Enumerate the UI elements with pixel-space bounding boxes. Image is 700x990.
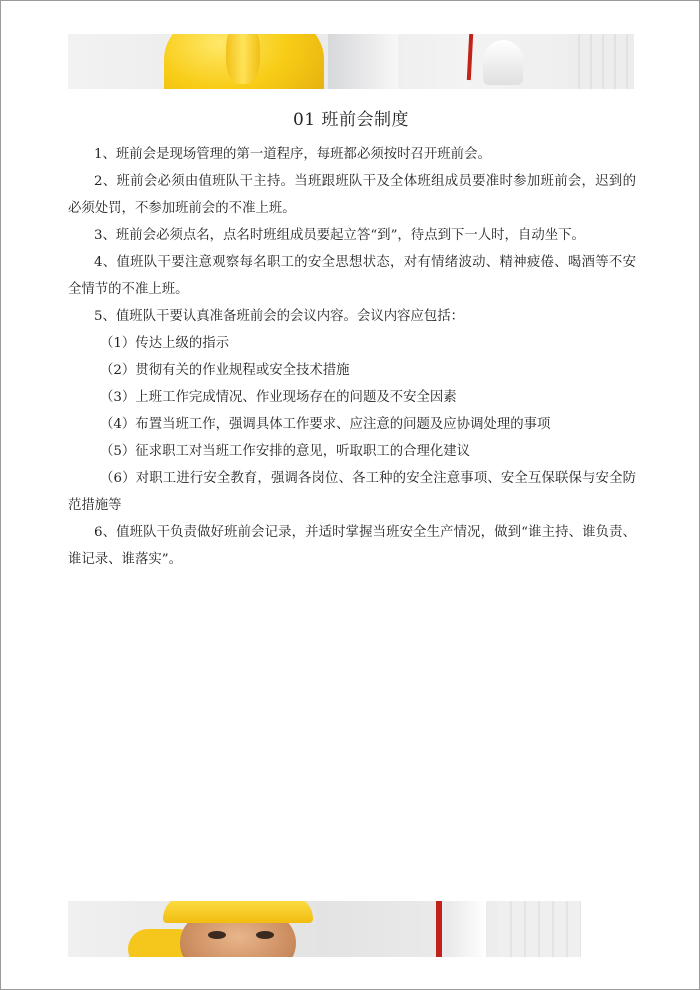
list-item-6: （6）对职工进行安全教育，强调各岗位、各工种的安全注意事项、安全互保联保与安全防范措施等 bbox=[68, 471, 636, 513]
list-item-1: （1）传达上级的指示 bbox=[100, 336, 230, 351]
paragraph-4: 4、值班队干要注意观察每名职工的安全思想状态，对有情绪波动、精神疲倦、喝酒等不安全情节的不准上班。 bbox=[68, 255, 636, 297]
paragraph-6: 6、值班队干负责做好班前会记录，并适时掌握当班安全生产情况，做到“谁主持、谁负责、谁记录、谁落实”。 bbox=[68, 525, 636, 567]
page-title: 01 班前会制度 bbox=[292, 110, 410, 130]
list-item-4: （4）布置当班工作，强调具体工作要求、应注意的问题及应协调处理的事项 bbox=[100, 417, 551, 432]
list-item-3: （3）上班工作完成情况、作业现场存在的问题及不安全因素 bbox=[100, 390, 457, 405]
red-pen-icon bbox=[436, 901, 442, 957]
red-pen-icon bbox=[467, 34, 473, 80]
header-banner-image bbox=[68, 34, 634, 89]
paragraph-1: 1、班前会是现场管理的第一道程序，每班都必须按时召开班前会。 bbox=[94, 147, 491, 162]
paragraph-5: 5、值班队干要认真准备班前会的会议内容。会议内容应包括： bbox=[94, 309, 465, 324]
hard-hat-icon bbox=[163, 901, 313, 923]
list-item-5: （5）征求职工对当班工作安排的意见，听取职工的合理化建议 bbox=[100, 444, 471, 459]
paragraph-3: 3、班前会必须点名，点名时班组成员要起立答“到”，待点到下一人时，自动坐下。 bbox=[94, 228, 585, 243]
document-body bbox=[68, 141, 636, 573]
list-item-2: （2）贯彻有关的作业规程或安全技术措施 bbox=[100, 363, 350, 378]
footer-banner-image bbox=[68, 901, 581, 957]
paragraph-2: 2、班前会必须由值班队干主持。当班跟班队干及全体班组成员要准时参加班前会，迟到的必须处罚，不参加班前会的不准上班。 bbox=[68, 174, 636, 216]
